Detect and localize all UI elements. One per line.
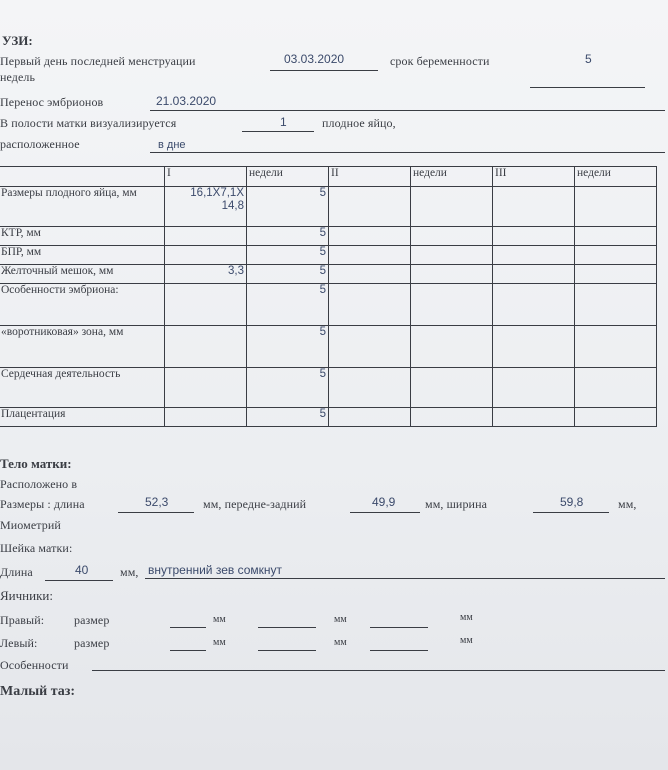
row-weeks: 5: [247, 284, 329, 326]
dims-label: Размеры : длина: [0, 497, 85, 511]
header-cell: недели: [247, 167, 329, 187]
row-weeks: 5: [247, 227, 329, 246]
row-label: КТР, мм: [0, 227, 165, 246]
cervix-os-underline: [145, 578, 665, 579]
table-row: [0, 246, 657, 265]
width-underline: [533, 512, 609, 513]
gest-label: срок беременности: [390, 54, 490, 68]
table-row: [0, 284, 657, 326]
located-label: расположенное: [0, 137, 80, 151]
mm-ap-label: мм, передне-задний: [203, 497, 307, 511]
features-label: Особенности: [0, 658, 69, 672]
uterus-position-label: Расположено в: [0, 477, 78, 491]
pelvis-heading: Малый таз:: [0, 684, 76, 699]
header-cell: недели: [411, 167, 493, 187]
row-label: БПР, мм: [0, 246, 165, 265]
header-cell: недели: [575, 167, 657, 187]
transfer-label: Перенос эмбрионов: [0, 95, 104, 109]
row-weeks: 5: [247, 246, 329, 265]
row-label: Плацентация: [0, 408, 165, 427]
cavity-label: В полости матки визуализируется: [0, 116, 177, 130]
cervix-os-value: внутренний зев сомкнут: [148, 563, 283, 577]
row-weeks: 5: [247, 187, 329, 227]
left-mm-3: мм: [460, 635, 473, 646]
left-mm-1: мм: [213, 637, 226, 648]
right-mm-2: мм: [334, 614, 347, 625]
row-value: 3,3: [165, 265, 247, 284]
cervix-length-underline: [45, 580, 113, 581]
row-value: [165, 227, 247, 246]
uterus-heading: Тело матки:: [0, 456, 72, 471]
cavity-value: 1: [280, 115, 287, 129]
left-size-underline-2: [258, 650, 316, 651]
ovaries-heading: Яичники:: [0, 588, 53, 603]
cavity-underline: [242, 131, 314, 132]
myometrium-label: Миометрий: [0, 518, 61, 532]
table-row: [0, 187, 657, 227]
right-size-label: размер: [74, 613, 110, 627]
width-value: 59,8: [560, 495, 584, 509]
right-size-underline-2: [258, 627, 316, 628]
right-size-underline-3: [370, 627, 428, 628]
mm-label: мм,: [618, 497, 637, 511]
row-label: Особенности эмбриона:: [0, 284, 165, 326]
row-label: Сердечная деятельность: [0, 368, 165, 408]
row-label: Желточный мешок, мм: [0, 265, 165, 284]
left-ovary-label: Левый:: [0, 636, 38, 650]
lmp-value: 03.03.2020: [284, 52, 345, 66]
cervix-length-label: Длина: [0, 565, 33, 579]
length-underline: [118, 512, 194, 513]
header-cell: I: [165, 167, 247, 187]
right-mm-3: мм: [460, 612, 473, 623]
gest-underline: [530, 87, 645, 88]
row-value: [165, 408, 247, 427]
header-empty: [0, 167, 165, 187]
table-header-row: [0, 167, 657, 187]
right-ovary-label: Правый:: [0, 613, 45, 627]
located-underline: [150, 152, 665, 153]
lmp-label: Первый день последней менструации: [0, 54, 196, 68]
row-value: [165, 326, 247, 368]
ap-underline: [350, 512, 420, 513]
title: УЗИ:: [2, 33, 33, 48]
table-row: [0, 265, 657, 284]
located-value: в дне: [158, 139, 186, 151]
gest-value: 5: [585, 52, 592, 66]
transfer-underline: [150, 110, 665, 111]
left-size-label: размер: [74, 636, 110, 650]
weeks-label: недель: [0, 70, 36, 84]
cervix-length-value: 40: [75, 563, 89, 577]
left-mm-2: мм: [334, 637, 347, 648]
ap-value: 49,9: [372, 495, 396, 509]
row-weeks: 5: [247, 326, 329, 368]
table-row: [0, 326, 657, 368]
row-value: [165, 246, 247, 265]
left-size-underline-1: [170, 650, 206, 651]
row-label: «воротниковая» зона, мм: [0, 326, 165, 368]
header-cell: III: [493, 167, 575, 187]
row-weeks: 5: [247, 368, 329, 408]
mm-width-label: мм, ширина: [425, 497, 488, 511]
cervix-heading: Шейка матки:: [0, 541, 73, 555]
row-value: 16,1Х7,1Х 14,8: [165, 187, 247, 227]
row-label: Размеры плодного яйца, мм: [0, 187, 165, 227]
features-underline: [92, 670, 665, 671]
row-weeks: 5: [247, 265, 329, 284]
lmp-underline: [270, 70, 378, 71]
egg-label: плодное яйцо,: [322, 116, 396, 130]
transfer-value: 21.03.2020: [156, 94, 217, 108]
row-value: [165, 368, 247, 408]
table-row: [0, 408, 657, 427]
header-cell: II: [329, 167, 411, 187]
table-row: [0, 368, 657, 408]
length-value: 52,3: [145, 495, 169, 509]
measurements-table: [0, 166, 657, 427]
left-size-underline-3: [370, 650, 428, 651]
right-mm-1: мм: [213, 614, 226, 625]
row-weeks: 5: [247, 408, 329, 427]
right-size-underline-1: [170, 627, 206, 628]
row-value: [165, 284, 247, 326]
table-row: [0, 227, 657, 246]
cervix-mm-label: мм,: [120, 565, 139, 579]
